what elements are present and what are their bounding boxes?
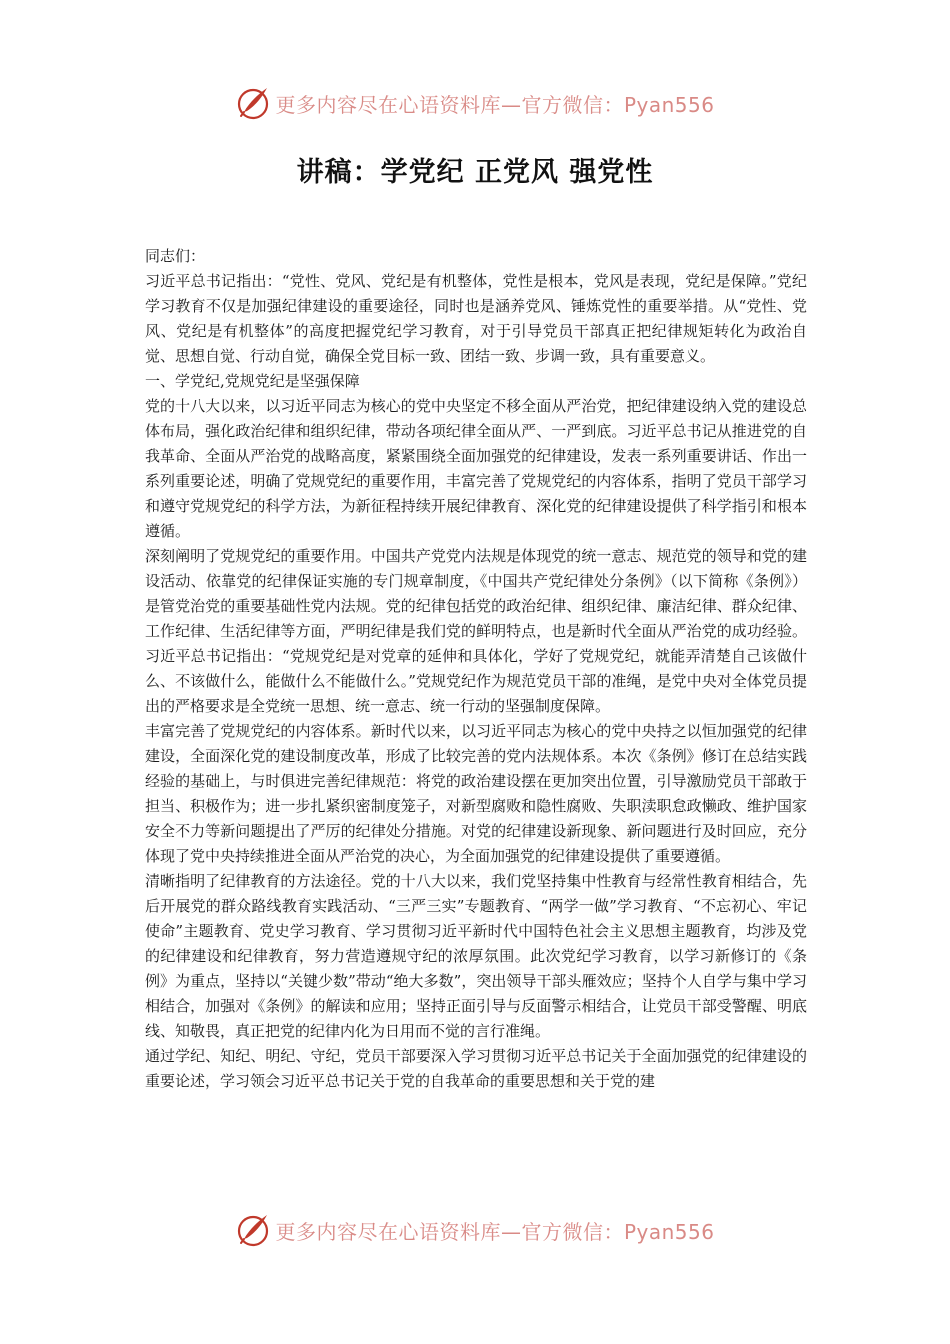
paragraph-5: 清晰指明了纪律教育的方法途径。党的十八大以来，我们党坚持集中性教育与经常性教育相结合，先后开展党的群众路线教育实践活动、“三严三实”专题教育、“两学一做”学习教育、“不忘初心、牢记使命”主题教育、党史学习教育、学习贯彻习近平新时代中国特色社会主义思想主题教育，均涉及党的纪律建设和纪律教育，努力营造遵规守纪的浓厚氛围。此次党纪学习教育，以学习新修订的《条例》为重点，坚持以“关键少数”带动“绝大多数”，突出领导干部头雁效应；坚持个人自学与集中学习相结合，加强对《条例》的解读和应用；坚持正面引导与反面警示相结合，让党员干部受警醒、明底线、知敬畏，真正把党的纪律内化为日用而不觉的言行准绳。: [145, 872, 807, 1040]
banner-text: 更多内容尽在心语资料库—官方微信：Pyan556: [275, 1219, 715, 1244]
section-heading: 一、学党纪,党规党纪是坚强保障: [145, 372, 360, 390]
paragraph-6: 通过学纪、知纪、明纪、守纪，党员干部要深入学习贯彻习近平总书记关于全面加强党的纪律建设的重要论述，学习领会习近平总书记关于党的自我革命的重要思想和关于党的建: [145, 1047, 807, 1090]
quill-pen-logo-icon: [235, 1212, 271, 1248]
salutation: 同志们：: [145, 247, 206, 265]
header-banner: [0, 83, 950, 123]
quill-pen-logo-icon: [235, 85, 271, 121]
paragraph-1: 习近平总书记指出：“党性、党风、党纪是有机整体，党性是根本，党风是表现，党纪是保障。”党纪学习教育不仅是加强纪律建设的重要途径，同时也是涵养党风、锤炼党性的重要举措。从“党性、党风、党纪是有机整体”的高度把握党纪学习教育，对于引导党员干部真正把纪律规矩转化为政治自觉、思想自觉、行动自觉，确保全党目标一致、团结一致、步调一致，具有重要意义。: [145, 272, 807, 365]
paragraph-3: 深刻阐明了党规党纪的重要作用。中国共产党党内法规是体现党的统一意志、规范党的领导和党的建设活动、依靠党的纪律保证实施的专门规章制度，《中国共产党纪律处分条例》（以下简称《条例》）是管党治党的重要基础性党内法规。党的纪律包括党的政治纪律、组织纪律、廉洁纪律、群众纪律、工作纪律、生活纪律等方面，严明纪律是我们党的鲜明特点，也是新时代全面从严治党的成功经验。习近平总书记指出：“党规党纪是对党章的延伸和具体化，学好了党规党纪，就能弄清楚自己该做什么、不该做什么，能做什么不能做什么。”党规党纪作为规范党员干部的准绳，是党中央对全体党员提出的严格要求是全党统一思想、统一意志、统一行动的坚强制度保障。: [145, 547, 807, 715]
footer-banner: [0, 1210, 950, 1250]
paragraph-2: 党的十八大以来，以习近平同志为核心的党中央坚定不移全面从严治党，把纪律建设纳入党的建设总体布局，强化政治纪律和组织纪律，带动各项纪律全面从严、一严到底。习近平总书记从推进党的自我革命、全面从严治党的战略高度，紧紧围绕全面加强党的纪律建设，发表一系列重要讲话、作出一系列重要论述，明确了党规党纪的重要作用，丰富完善了党规党纪的内容体系，指明了党员干部学习和遵守党规党纪的科学方法，为新征程持续开展纪律教育、深化党的纪律建设提供了科学指引和根本遵循。: [145, 397, 807, 540]
paragraph-4: 丰富完善了党规党纪的内容体系。新时代以来，以习近平同志为核心的党中央持之以恒加强党的纪律建设，全面深化党的建设制度改革，形成了比较完善的党内法规体系。本次《条例》修订在总结实践经验的基础上，与时俱进完善纪律规范：将党的政治建设摆在更加突出位置，引导激励党员干部敢于担当、积极作为；进一步扎紧织密制度笼子，对新型腐败和隐性腐败、失职渎职怠政懒政、维护国家安全不力等新问题提出了严厉的纪律处分措施。对党的纪律建设新现象、新问题进行及时回应，充分体现了党中央持续推进全面从严治党的决心，为全面加强党的纪律建设提供了重要遵循。: [145, 722, 807, 865]
document-body: [145, 244, 807, 1094]
document-title: 讲稿：学党纪 正党风 强党性: [296, 157, 654, 188]
banner-text: 更多内容尽在心语资料库—官方微信：Pyan556: [275, 92, 715, 117]
